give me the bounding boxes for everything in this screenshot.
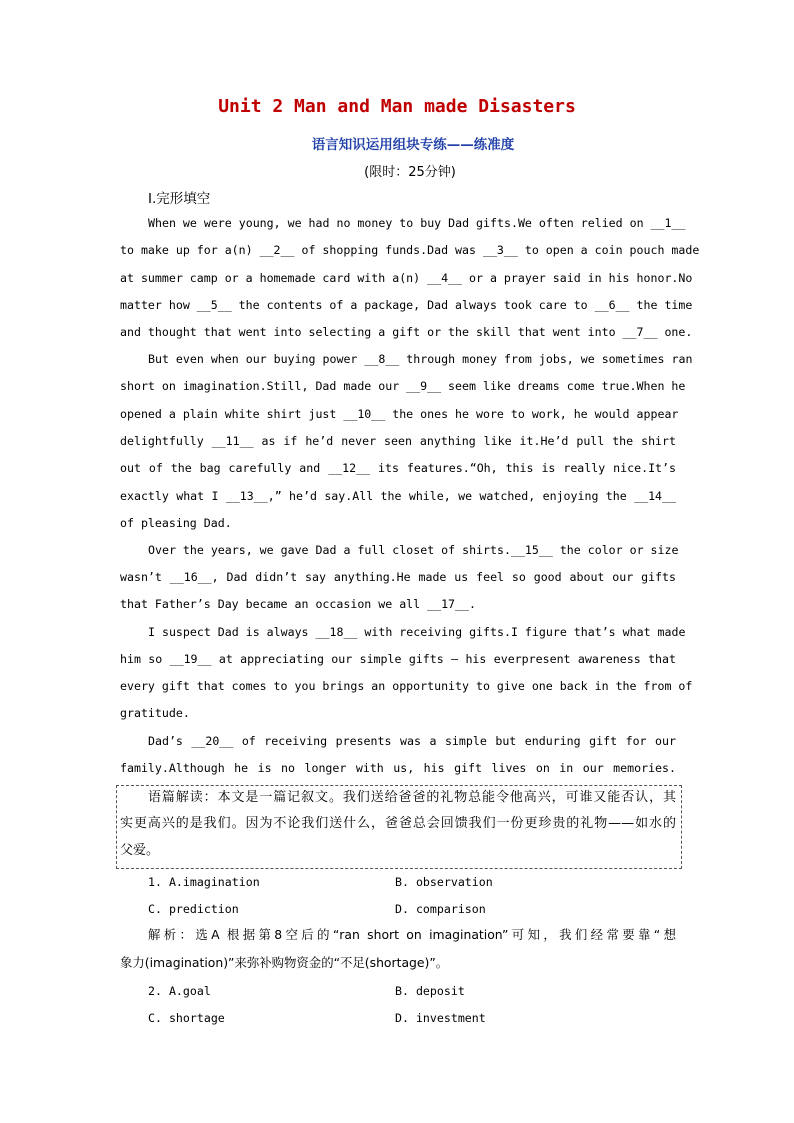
explanation-line: 语篇解读：本文是一篇记叙文。我们送给爸爸的礼物总能令他高兴，可谁又能否认，其 xyxy=(148,790,676,805)
passage-line: of pleasing Dad. xyxy=(120,516,232,530)
page-subtitle: 语言知识运用组块专练——练准度 xyxy=(311,137,515,153)
passage-line: short on imagination.Still, Dad made our __9__ seem like dreams come true.When he xyxy=(120,379,686,393)
passage-line: delightfully __11__ as if he’d never seen anything like it.He’d pull the shirt xyxy=(120,434,676,448)
passage-line: and thought that went into selecting a gift or the skill that went into __7__ one. xyxy=(120,325,693,339)
passage-line: matter how __5__ the contents of a package, Dad always took care to __6__ the time xyxy=(120,298,693,312)
passage-line: exactly what I __13__,” he’d say.All the while, we watched, enjoying the __14__ xyxy=(120,489,676,503)
option-b: B. observation xyxy=(395,875,493,889)
explanation-line: 实更高兴的是我们。因为不论我们送什么，爸爸总会回馈我们一份更珍贵的礼物——如水的 xyxy=(120,816,676,831)
option-a: 2. A.goal xyxy=(148,984,211,998)
option-c: C. prediction xyxy=(148,902,239,916)
explanation-line: 父爱。 xyxy=(120,843,160,858)
option-a: 1. A.imagination xyxy=(148,875,260,889)
page-title: Unit 2 Man and Man made Disasters xyxy=(218,96,576,117)
passage-line: him so __19__ at appreciating our simple gifts — his everpresent awareness that xyxy=(120,652,676,666)
passage-line: every gift that comes to you brings an opportunity to give one back in the from of xyxy=(120,679,693,693)
passage-line: family.Although he is no longer with us, his gift lives on in our memories. xyxy=(120,761,676,775)
passage-line: opened a plain white shirt just __10__ the ones he wore to work, he would appear xyxy=(120,407,679,421)
passage-line: out of the bag carefully and __12__ its features.“Oh, this is really nice.It’s xyxy=(120,461,676,475)
passage-line: I suspect Dad is always __18__ with receiving gifts.I figure that’s what made xyxy=(148,625,686,639)
option-d: D. investment xyxy=(395,1011,486,1025)
analysis-line: 解析：选A 根据第8空后的“ran short on imagination”可知，我们经常要靠“想 xyxy=(148,927,676,942)
passage-line: that Father’s Day became an occasion we all __17__. xyxy=(120,597,476,611)
option-d: D. comparison xyxy=(395,902,486,916)
passage-line: When we were young, we had no money to buy Dad gifts.We often relied on __1__ xyxy=(148,216,686,230)
passage-line: wasn’t __16__, Dad didn’t say anything.He made us feel so good about our gifts xyxy=(120,570,676,584)
section-heading: Ⅰ.完形填空 xyxy=(148,191,211,207)
passage-line: at summer camp or a homemade card with a(n) __4__ or a prayer said in his honor.No xyxy=(120,271,693,285)
option-b: B. deposit xyxy=(395,984,465,998)
passage-line: Over the years, we gave Dad a full closet of shirts.__15__ the color or size xyxy=(148,543,679,557)
passage-line: But even when our buying power __8__ through money from jobs, we sometimes ran xyxy=(148,352,693,366)
passage-line: Dad’s __20__ of receiving presents was a simple but enduring gift for our xyxy=(148,734,676,748)
option-c: C. shortage xyxy=(148,1011,225,1025)
passage-line: gratitude. xyxy=(120,706,190,720)
time-limit: (限时：25分钟) xyxy=(364,165,456,180)
analysis-line: 象力(imagination)”来弥补购物资金的“不足(shortage)”。 xyxy=(120,955,449,970)
passage-line: to make up for a(n) __2__ of shopping funds.Dad was __3__ to open a coin pouch made xyxy=(120,243,700,257)
